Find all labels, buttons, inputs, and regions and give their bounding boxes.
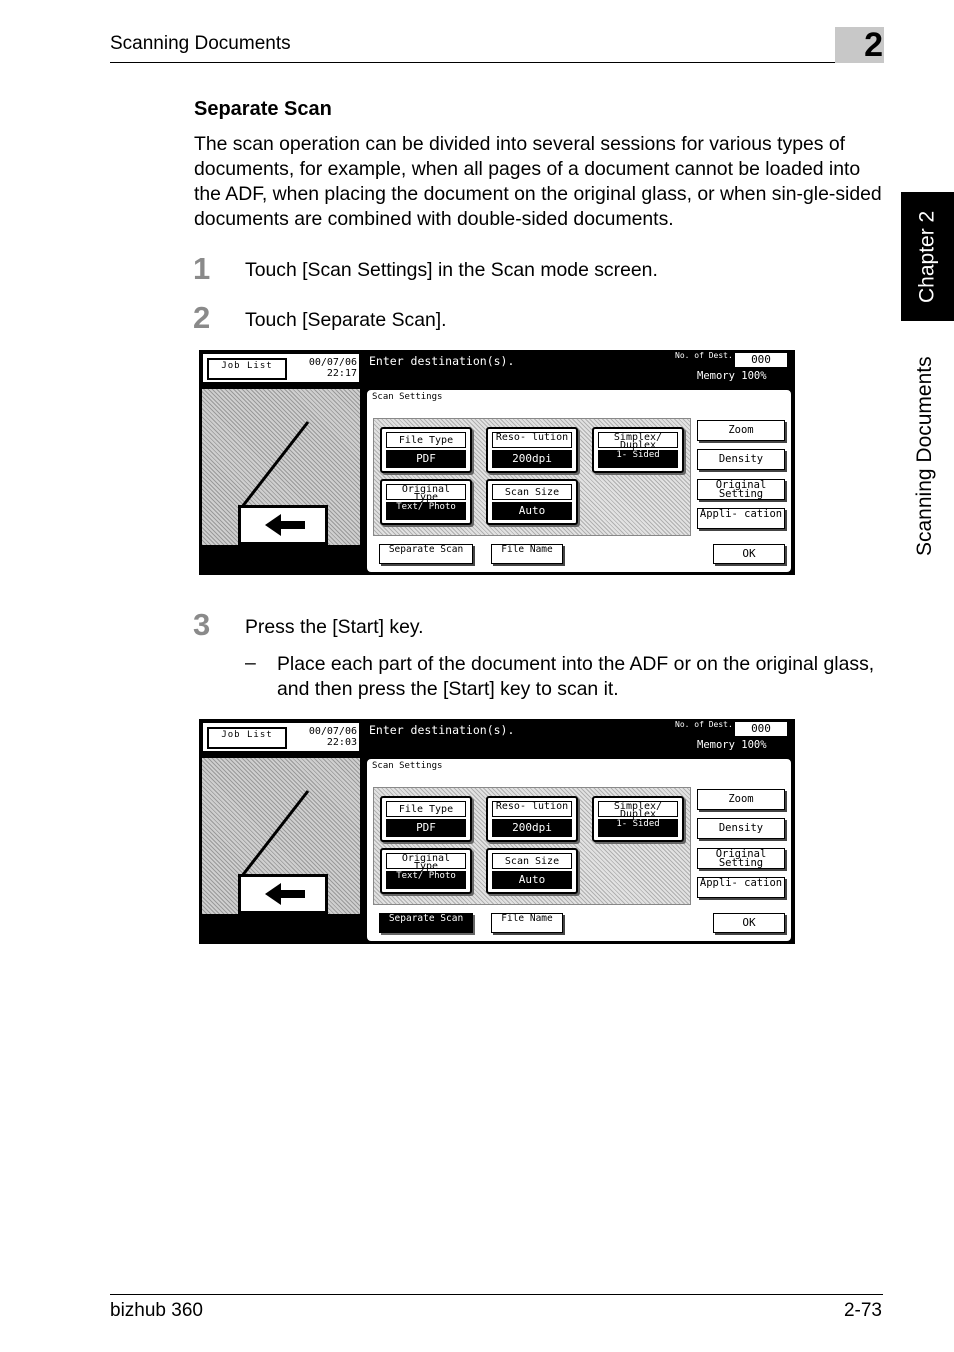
- intro-paragraph: The scan operation can be divided into several sessions for various types of documents, for example, when all pages of a document cannot be loaded into the ADF, when placing the document on the original glass, or when sin-gle-sided documents are combined with double-sided documents.: [194, 133, 882, 230]
- step-text: Touch [Separate Scan].: [245, 309, 447, 331]
- separate-scan-button[interactable]: Separate Scan: [379, 544, 473, 564]
- left-arrow-icon: [241, 508, 325, 542]
- separate-scan-button[interactable]: Separate Scan: [379, 913, 473, 933]
- simplex-duplex-value: 1- Sided: [598, 819, 678, 837]
- panel-title: Scan Settings: [372, 761, 443, 771]
- file-type-button[interactable]: [380, 796, 472, 842]
- ok-button[interactable]: OK: [713, 544, 785, 564]
- date-time-display: [293, 357, 357, 379]
- resolution-button[interactable]: [486, 427, 578, 473]
- file-type-button[interactable]: [380, 427, 472, 473]
- file-type-value: PDF: [386, 819, 466, 837]
- scan-size-caption: Scan Size: [492, 853, 572, 869]
- zoom-button[interactable]: Zoom: [697, 789, 785, 810]
- simplex-duplex-caption: Simplex/ Duplex: [598, 801, 678, 817]
- simplex-duplex-button[interactable]: [592, 796, 684, 842]
- no-of-dest-label: No. of Dest.: [675, 351, 733, 360]
- section-title: Separate Scan: [194, 98, 332, 120]
- no-of-dest-label: No. of Dest.: [675, 720, 733, 729]
- job-list-area: [201, 352, 361, 384]
- footer-rule: [110, 1294, 883, 1295]
- back-arrow-button[interactable]: [238, 874, 328, 914]
- scan-settings-screen: [199, 350, 795, 575]
- time-display: 22:17: [326, 368, 357, 379]
- status-message: Enter destination(s).: [369, 354, 515, 368]
- original-type-value: Text/ Photo: [386, 502, 466, 520]
- simplex-duplex-caption: Simplex/ Duplex: [598, 432, 678, 448]
- zoom-button[interactable]: Zoom: [697, 420, 785, 441]
- scan-size-button[interactable]: [486, 848, 578, 894]
- left-arrow-icon: [241, 877, 325, 911]
- chapter-side-tab-label: Chapter 2: [915, 210, 939, 303]
- original-type-button[interactable]: [380, 848, 472, 894]
- dest-count: 000: [735, 353, 787, 367]
- memory-indicator: Memory 100%: [697, 370, 767, 382]
- step-text: Touch [Scan Settings] in the Scan mode screen.: [245, 259, 658, 281]
- file-type-caption: File Type: [386, 432, 466, 448]
- settings-grid: [373, 418, 691, 536]
- application-button[interactable]: Appli- cation: [697, 877, 785, 898]
- left-hatched-pane: [201, 388, 361, 546]
- job-list-button[interactable]: Job List: [207, 727, 287, 749]
- left-hatched-pane: [201, 757, 361, 915]
- job-list-button[interactable]: Job List: [207, 358, 287, 380]
- panel-title: Scan Settings: [372, 392, 443, 402]
- scan-size-button[interactable]: [486, 479, 578, 525]
- step-number: 2: [193, 300, 211, 335]
- step-number: 1: [193, 251, 211, 286]
- back-arrow-button[interactable]: [238, 505, 328, 545]
- scan-settings-panel: [365, 757, 793, 943]
- file-type-value: PDF: [386, 450, 466, 468]
- footer-model: bizhub 360: [110, 1300, 203, 1321]
- time-display: 22:03: [326, 737, 357, 748]
- resolution-value: 200dpi: [492, 819, 572, 837]
- footer-page-number: 2-73: [843, 1300, 882, 1321]
- section-side-label: Scanning Documents: [913, 356, 936, 556]
- simplex-duplex-value: 1- Sided: [598, 450, 678, 468]
- scan-size-caption: Scan Size: [492, 484, 572, 500]
- running-header-title: Scanning Documents: [110, 33, 291, 54]
- ok-button[interactable]: OK: [713, 913, 785, 933]
- density-button[interactable]: Density: [697, 449, 785, 470]
- step-number: 3: [193, 607, 211, 642]
- original-type-value: Text/ Photo: [386, 871, 466, 889]
- job-list-area: [201, 721, 361, 753]
- original-type-caption: Original Type: [386, 484, 466, 500]
- density-button[interactable]: Density: [697, 818, 785, 839]
- original-type-caption: Original Type: [386, 853, 466, 869]
- resolution-caption: Reso- lution: [492, 432, 572, 448]
- date-display: 00/07/06: [308, 726, 357, 737]
- scan-settings-screen-separate-active: [199, 719, 795, 944]
- resolution-value: 200dpi: [492, 450, 572, 468]
- sub-step-text: Place each part of the document into the ADF or on the original glass, and then press the [Start] key to scan it.: [277, 653, 875, 700]
- original-type-button[interactable]: [380, 479, 472, 525]
- memory-indicator: Memory 100%: [697, 739, 767, 751]
- settings-grid: [373, 787, 691, 905]
- chapter-side-tab: [901, 192, 954, 321]
- header-rule: [110, 62, 883, 63]
- chapter-number: 2: [864, 26, 883, 64]
- status-message: Enter destination(s).: [369, 723, 515, 737]
- original-setting-button[interactable]: Original Setting: [697, 479, 785, 500]
- date-time-display: [293, 726, 357, 748]
- resolution-button[interactable]: [486, 796, 578, 842]
- resolution-caption: Reso- lution: [492, 801, 572, 817]
- scan-settings-panel: [365, 388, 793, 574]
- file-name-button[interactable]: File Name: [491, 544, 563, 564]
- date-display: 00/07/06: [308, 357, 357, 368]
- application-button[interactable]: Appli- cation: [697, 508, 785, 529]
- dest-count: 000: [735, 722, 787, 736]
- file-name-button[interactable]: File Name: [491, 913, 563, 933]
- sub-step-dash: –: [245, 652, 256, 674]
- original-setting-button[interactable]: Original Setting: [697, 848, 785, 869]
- simplex-duplex-button[interactable]: [592, 427, 684, 473]
- step-text: Press the [Start] key.: [245, 616, 424, 638]
- scan-size-value: Auto: [492, 871, 572, 889]
- scan-size-value: Auto: [492, 502, 572, 520]
- file-type-caption: File Type: [386, 801, 466, 817]
